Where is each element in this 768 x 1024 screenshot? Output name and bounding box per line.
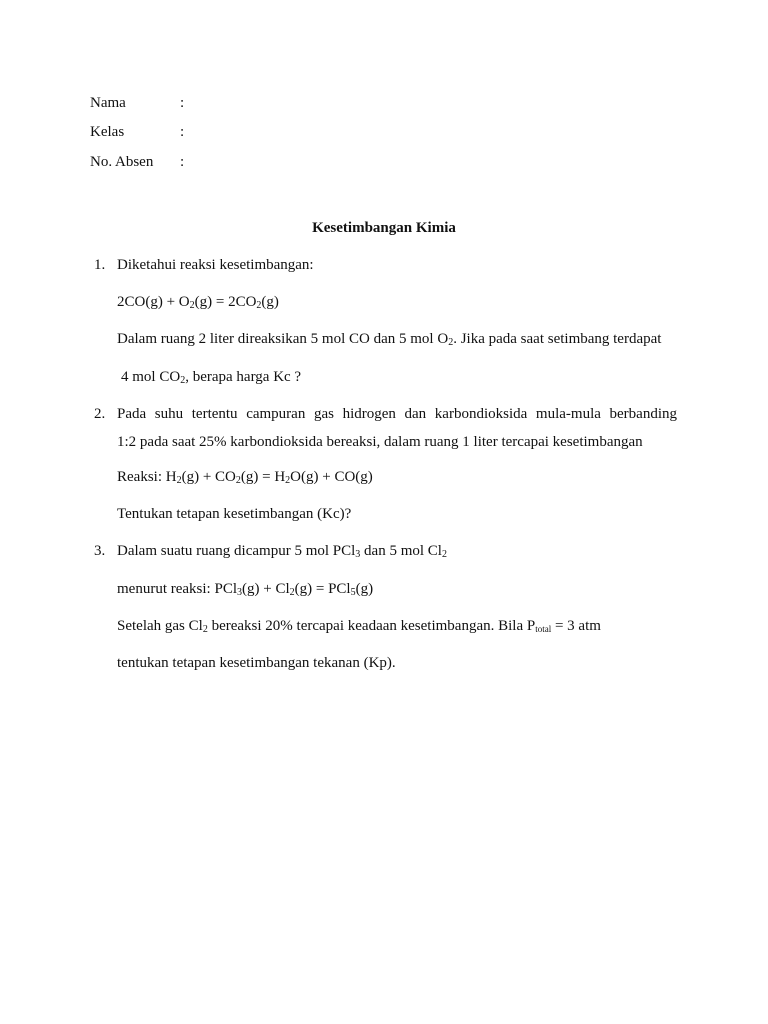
field-label: Nama [90,95,126,111]
question-2-body-line-1: Pada suhu tertentu campuran gas hidrogen dan karbondioksida mula-mula berbanding [117,406,677,422]
field-no-absen [90,152,184,172]
question-1-body: Dalam ruang 2 liter direaksikan 5 mol CO dan 5 mol $O_2$. Jika pada saat setimbang terdapat [117,331,662,348]
field-nama [90,93,184,113]
question-3-question: tentukan tetapan kesetimbangan tekanan (Kp). [117,655,396,671]
question-3-condition: Setelah gas $Cl_2$ bereaksi 20% tercapai keadaan kesetimbangan. Bila $P_{total} = 3$ atm [117,618,601,635]
field-separator: : [180,154,185,170]
question-2-question: Tentukan tetapan kesetimbangan (Kc)? [117,506,352,522]
question-3-reaction: menurut reaksi: $PCl_3(g) + Cl_2(g) = PCl_5(g)$ [117,581,374,598]
question-1-number: 1. [94,257,106,273]
page-title: Kesetimbangan Kimia [312,220,456,236]
question-2-number: 2. [94,406,106,422]
field-separator: : [180,95,185,111]
question-2-reaction: Reaksi: $H_2(g) + CO_2(g) = H_2O(g) + CO(g)$ [117,469,373,486]
question-1-intro: Diketahui reaksi kesetimbangan: [117,257,314,273]
field-label: Kelas [90,124,125,140]
field-kelas [90,122,184,142]
question-1-body-continued: 4 mol $CO_2$, berapa harga Kc ? [121,369,302,386]
question-2-body-line-2: 1:2 pada saat 25% karbondioksida bereaksi, dalam ruang 1 liter tercapai kesetimbangan [117,434,643,450]
question-3-intro: Dalam suatu ruang dicampur 5 mol PCl$_3$ dan 5 mol $Cl_2$ [117,543,447,560]
question-1-reaction: $2CO(g) + O_2(g) = 2CO_2(g)$ [117,294,279,311]
field-separator: : [180,124,185,140]
question-3-number: 3. [94,543,106,559]
field-label: No. Absen [90,154,154,170]
